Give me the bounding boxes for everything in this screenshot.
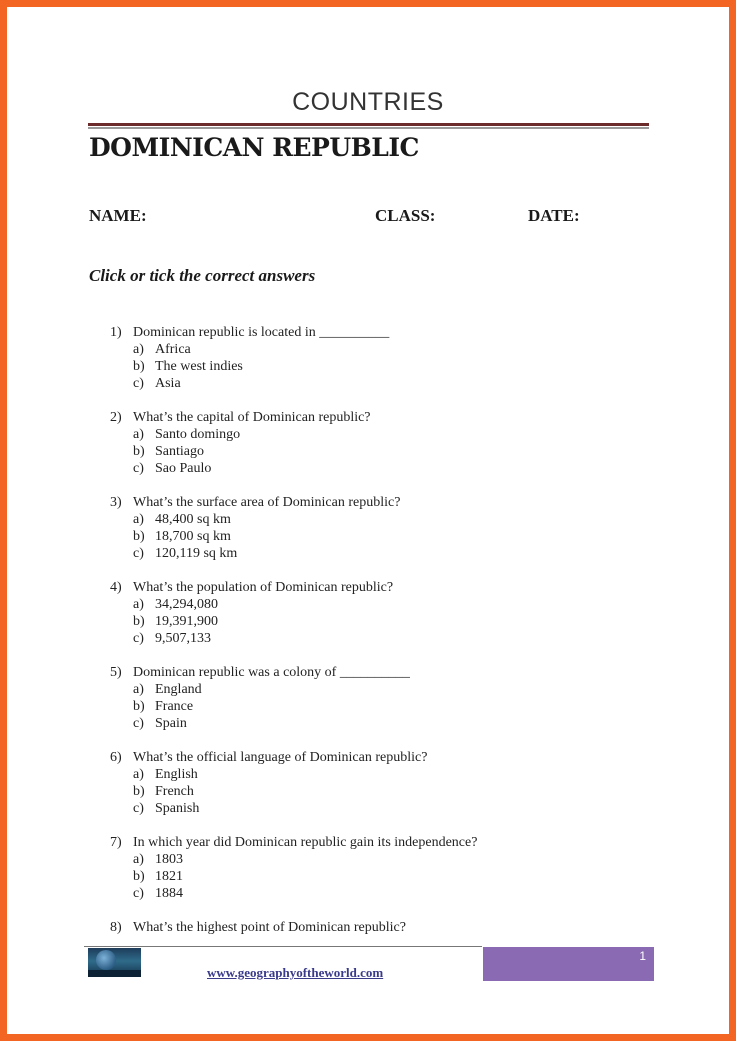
question-text: What’s the capital of Dominican republic? [133,410,371,425]
option-letter[interactable]: a) [133,852,144,867]
option-text[interactable]: Spanish [155,801,200,816]
answer-option[interactable] [0,613,736,630]
option-letter[interactable]: b) [133,699,145,714]
option-letter[interactable]: b) [133,444,145,459]
answer-option[interactable] [0,698,736,715]
question-4 [0,579,736,647]
site-logo [88,948,141,977]
option-letter[interactable]: c) [133,376,144,391]
question-line [0,919,736,936]
question-line [0,579,736,596]
question-number: 1) [110,325,122,340]
page-number-box [483,947,654,981]
country-title: DOMINICAN REPUBLIC [89,133,419,162]
option-text[interactable]: France [155,699,194,714]
answer-option[interactable] [0,681,736,698]
question-number: 5) [110,665,122,680]
heading-rule-shadow [88,127,649,129]
option-text[interactable]: 19,391,900 [155,614,218,629]
option-text[interactable]: Africa [155,342,191,357]
option-letter[interactable]: a) [133,767,144,782]
option-text[interactable]: 48,400 sq km [155,512,231,527]
question-line [0,494,736,511]
question-line [0,324,736,341]
option-text[interactable]: Santiago [155,444,204,459]
question-number: 2) [110,410,122,425]
logo-band [88,970,141,977]
answer-option[interactable] [0,426,736,443]
page-number: 1 [639,949,646,963]
instructions: Click or tick the correct answers [89,266,316,285]
question-text: Dominican republic was a colony of __________ [133,665,410,680]
question-line [0,834,736,851]
question-line [0,749,736,766]
option-text[interactable]: 34,294,080 [155,597,218,612]
option-letter[interactable]: a) [133,342,144,357]
option-text[interactable]: English [155,767,198,782]
option-text[interactable]: 9,507,133 [155,631,211,646]
question-text: What’s the population of Dominican republic? [133,580,394,595]
footer-rule [84,946,482,947]
option-text[interactable]: Asia [155,376,181,391]
option-letter[interactable]: c) [133,461,144,476]
question-1 [0,324,736,392]
answer-option[interactable] [0,460,736,477]
option-letter[interactable]: c) [133,546,144,561]
option-letter[interactable]: a) [133,597,144,612]
website-link[interactable]: www.geographyoftheworld.com [207,965,384,980]
option-letter[interactable]: a) [133,427,144,442]
option-text[interactable]: England [155,682,202,697]
question-6 [0,749,736,817]
question-line [0,664,736,681]
question-7 [0,834,736,902]
answer-option[interactable] [0,885,736,902]
answer-option[interactable] [0,851,736,868]
answer-option[interactable] [0,375,736,392]
answer-option[interactable] [0,766,736,783]
question-number: 6) [110,750,122,765]
question-text: Dominican republic is located in __________ [133,325,390,340]
option-letter[interactable]: c) [133,801,144,816]
question-text: In which year did Dominican republic gain its independence? [133,835,478,850]
question-5 [0,664,736,732]
heading-rule [88,123,649,126]
question-number: 7) [110,835,122,850]
option-letter[interactable]: b) [133,614,145,629]
question-2 [0,409,736,477]
question-3 [0,494,736,562]
answer-option[interactable] [0,545,736,562]
question-number: 4) [110,580,122,595]
option-text[interactable]: Santo domingo [155,427,241,442]
answer-option[interactable] [0,341,736,358]
date-field-label: DATE: [528,206,580,225]
option-letter[interactable]: c) [133,631,144,646]
question-text: What’s the surface area of Dominican republic? [133,495,401,510]
option-text[interactable]: 1821 [155,869,183,884]
globe-icon [96,950,116,970]
question-text: What’s the official language of Dominican republic? [133,750,428,765]
answer-option[interactable] [0,800,736,817]
answer-option[interactable] [0,630,736,647]
question-8 [0,919,736,936]
option-letter[interactable]: a) [133,682,144,697]
question-number: 8) [110,920,122,935]
answer-option[interactable] [0,715,736,732]
answer-option[interactable] [0,868,736,885]
option-text[interactable]: The west indies [155,359,243,374]
option-letter[interactable]: b) [133,529,145,544]
page-heading: COUNTRIES [292,88,444,116]
answer-option[interactable] [0,443,736,460]
option-text[interactable]: Spain [155,716,187,731]
answer-option[interactable] [0,358,736,375]
name-field-label: NAME: [89,206,147,225]
option-letter[interactable]: a) [133,512,144,527]
answer-option[interactable] [0,511,736,528]
question-list [0,324,736,953]
option-letter[interactable]: b) [133,359,145,374]
option-letter[interactable]: b) [133,784,145,799]
option-text[interactable]: 1803 [155,852,183,867]
answer-option[interactable] [0,528,736,545]
question-line [0,409,736,426]
option-letter[interactable]: c) [133,716,144,731]
option-text[interactable]: 120,119 sq km [155,546,238,561]
option-text[interactable]: 18,700 sq km [155,529,231,544]
question-text: What’s the highest point of Dominican republic? [133,920,406,935]
option-text[interactable]: Sao Paulo [155,461,212,476]
option-letter[interactable]: c) [133,886,144,901]
option-text[interactable]: 1884 [155,886,183,901]
class-field-label: CLASS: [375,206,436,225]
answer-option[interactable] [0,783,736,800]
option-text[interactable]: French [155,784,194,799]
answer-option[interactable] [0,596,736,613]
question-number: 3) [110,495,122,510]
option-letter[interactable]: b) [133,869,145,884]
